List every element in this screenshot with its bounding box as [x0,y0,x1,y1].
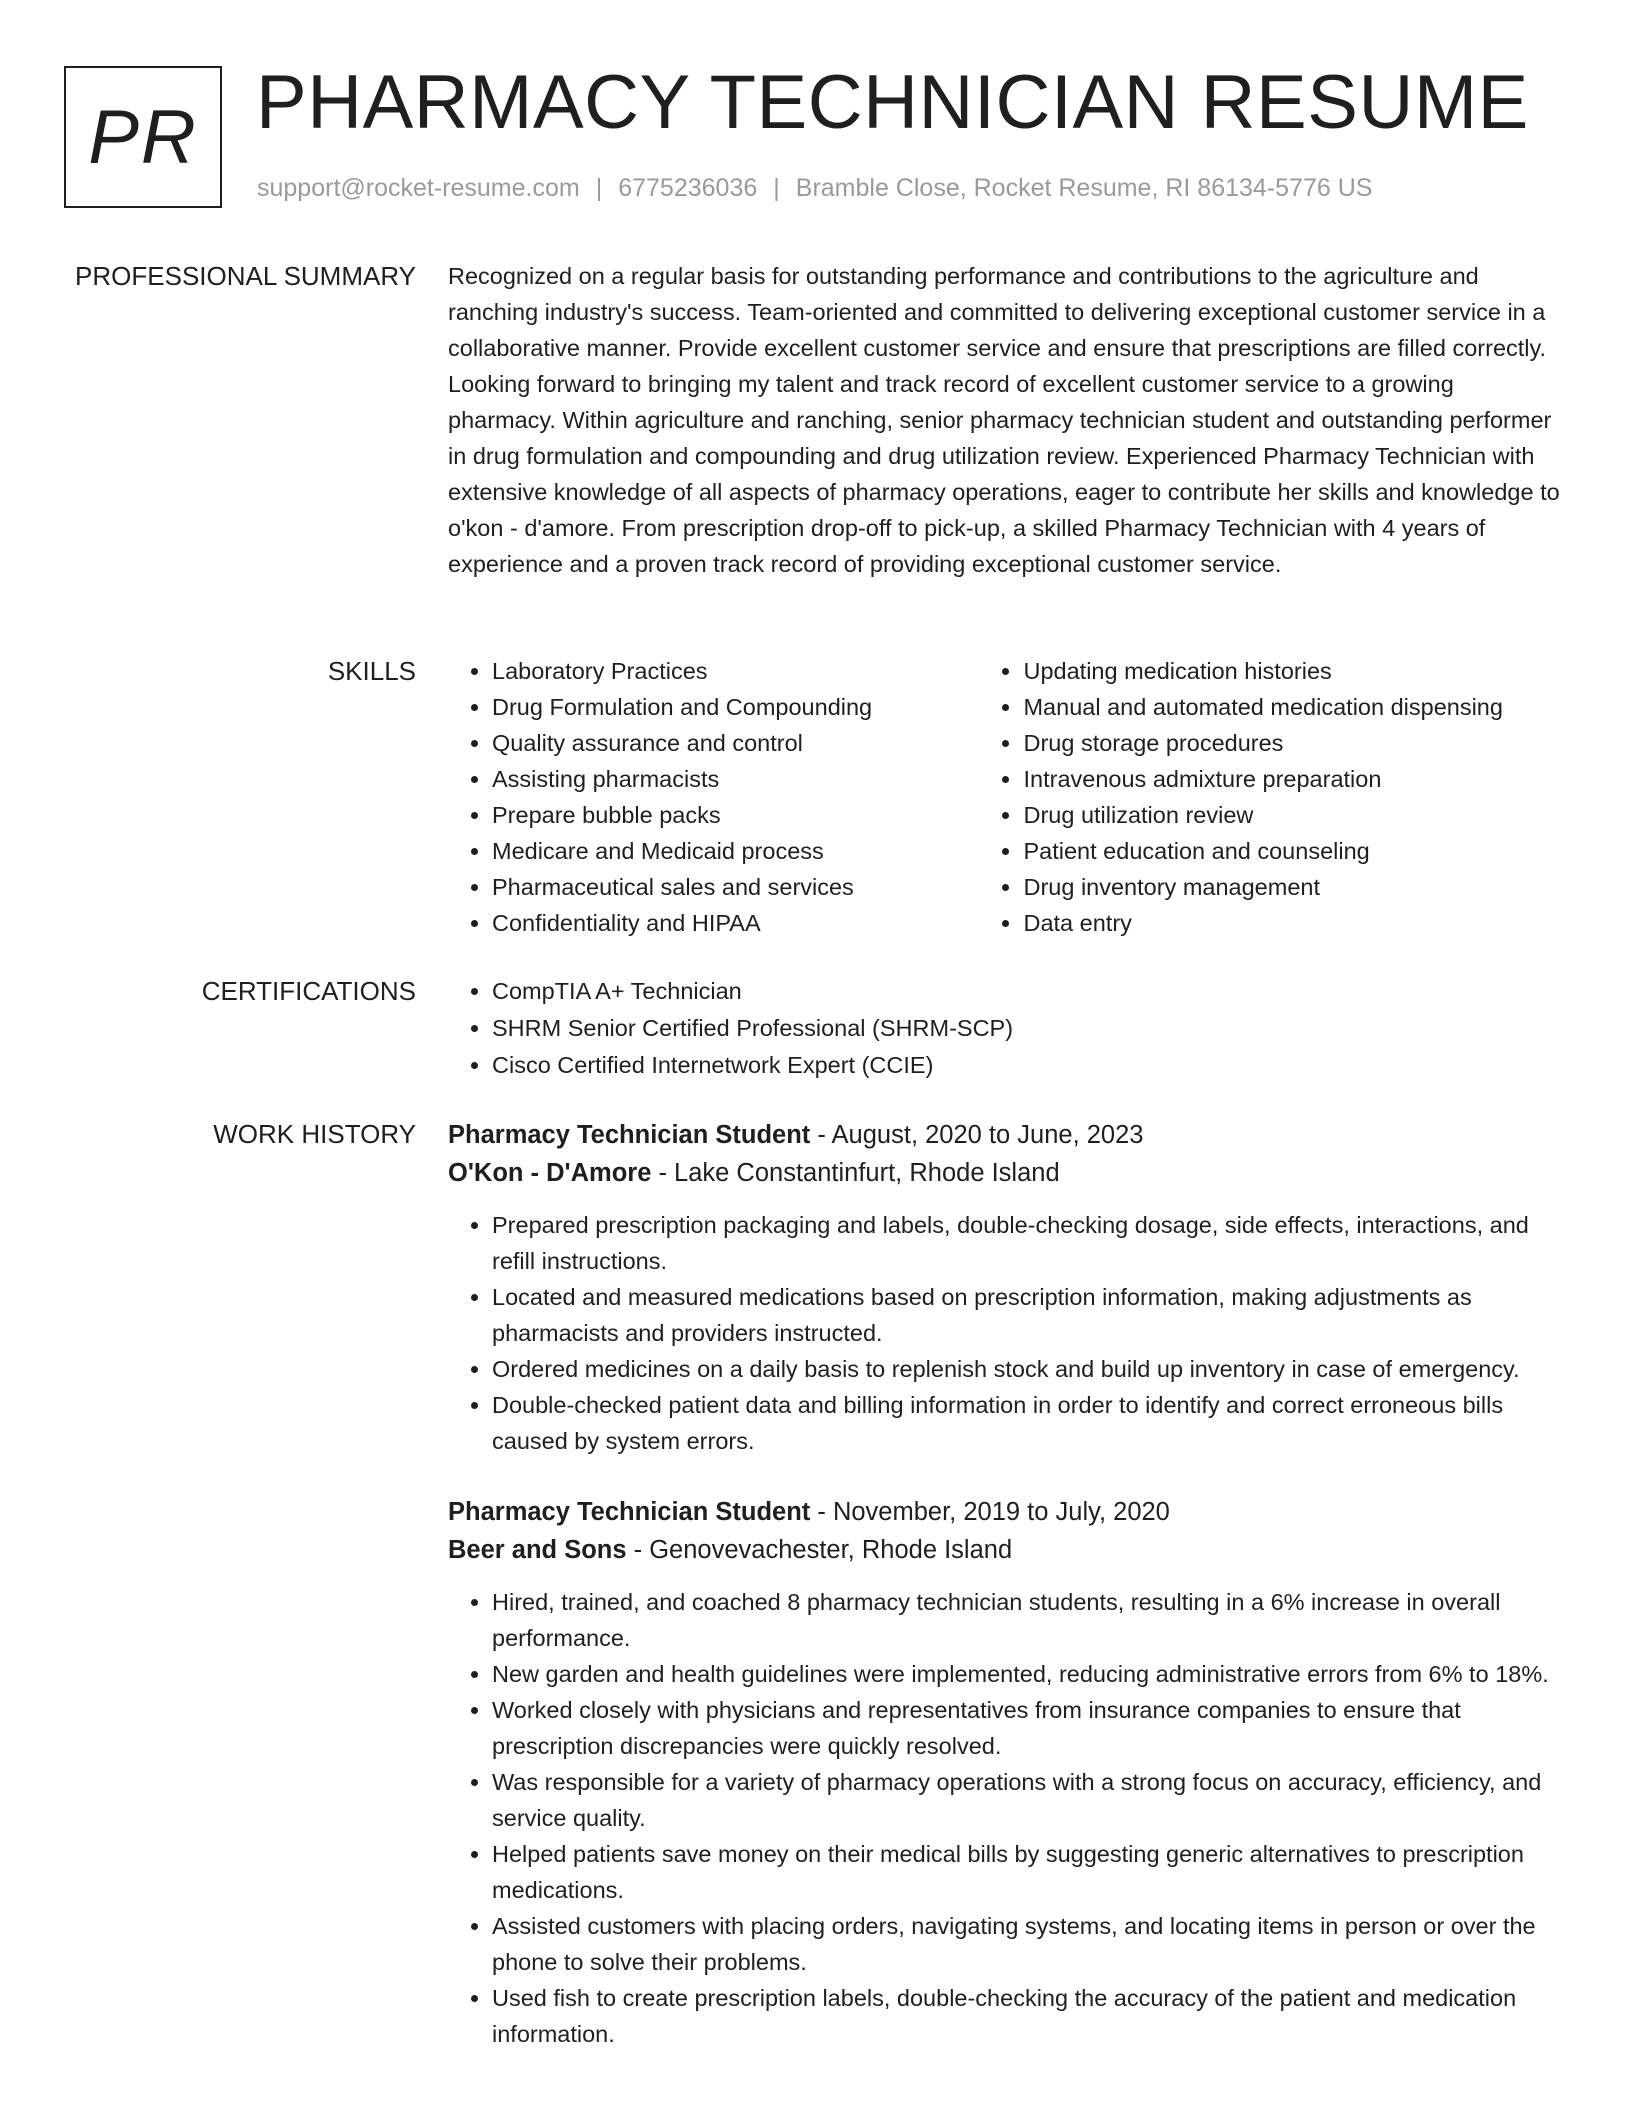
skill-item: • Data entry [1023,905,1563,941]
skill-item: • Manual and automated medication dispensing [1023,689,1563,725]
job-bullet: • Ordered medicines on a daily basis to replenish stock and build up inventory in case of emergency. [492,1351,1563,1387]
job-bullet: • Located and measured medications based on prescription information, making adjustments as pharmacists and providers instructed. [492,1279,1563,1351]
job-bullet: • Prepared prescription packaging and labels, double-checking dosage, side effects, interactions, and refill instructions. [492,1207,1563,1279]
job-bullet: • Helped patients save money on their medical bills by suggesting generic alternatives to prescription medications. [492,1836,1563,1908]
job-bullet: • Used fish to create prescription labels, double-checking the accuracy of the patient and medication information. [492,1980,1563,2052]
job-bullet: • Double-checked patient data and billing information in order to identify and correct erroneous bills caused by system errors. [492,1387,1563,1459]
skills-columns [448,653,1563,941]
job-bullets [448,1207,1563,1459]
job-bullet: • Worked closely with physicians and representatives from insurance companies to ensure that prescription discrepancies were quickly resolved. [492,1692,1563,1764]
skill-item: • Patient education and counseling [1023,833,1563,869]
certifications-list [448,973,1563,1084]
skill-item: • Drug storage procedures [1023,725,1563,761]
company-location: - Lake Constantinfurt, Rhode Island [651,1159,1060,1187]
skill-item: • Drug inventory management [1023,869,1563,905]
company-name: Beer and Sons [448,1536,627,1564]
job-bullet: • New garden and health guidelines were implemented, reducing administrative errors from 6% to 18%. [492,1656,1563,1692]
job-bullet: • Hired, trained, and coached 8 pharmacy technician students, resulting in a 6% increase in overall performance. [492,1584,1563,1656]
certification-item: • CompTIA A+ Technician [492,973,1563,1010]
section-label-skills: SKILLS [327,656,416,686]
resume-title: PHARMACY TECHNICIAN RESUME [256,60,1529,145]
job-title-line [448,1493,1563,1531]
skill-item: • Pharmaceutical sales and services [492,869,979,905]
skill-item: • Laboratory Practices [492,653,979,689]
company-name: O'Kon - D'Amore [448,1159,652,1187]
job-title: Pharmacy Technician Student [448,1498,811,1526]
certification-item: • Cisco Certified Internetwork Expert (CCIE) [492,1047,1563,1084]
email-text: support@rocket-resume.com [257,174,580,202]
company-location: - Genovevachester, Rhode Island [626,1536,1013,1564]
contact-separator: | [595,174,603,202]
contact-line [257,174,1372,203]
address-text: Bramble Close, Rocket Resume, RI 86134-5776 US [795,174,1373,202]
skill-item: • Medicare and Medicaid process [492,833,979,869]
job-bullet: • Was responsible for a variety of pharmacy operations with a strong focus on accuracy, efficiency, and service quality. [492,1764,1563,1836]
skills-list-left [448,653,979,941]
section-label-certifications: CERTIFICATIONS [201,976,416,1006]
section-label-summary: PROFESSIONAL SUMMARY [75,261,416,291]
contact-separator: | [773,174,780,202]
section-label-work-history: WORK HISTORY [213,1119,416,1149]
skills-list-right [979,653,1563,941]
summary-text: Recognized on a regular basis for outstanding performance and contributions to the agriculture and ranching industry's success. Team-oriented and committed to delivering exceptional customer service in a collaborative manner. Provide excellent customer service and ensure that prescriptions are filled correctly. Looking forward to bringing my talent and track record of excellent customer service to a growing pharmacy. Within agriculture and ranching, senior pharmacy technician student and outstanding performer in drug formulation and compounding and drug utilization review. Experienced Pharmacy Technician with extensive knowledge of all aspects of pharmacy operations, eager to contribute her skills and knowledge to o'kon - d'amore. From prescription drop-off to pick-up, a skilled Pharmacy Technician with 4 years of experience and a proven track record of providing exceptional customer service. [448,263,1560,577]
skill-item: • Drug utilization review [1023,797,1563,833]
skill-item: • Confidentiality and HIPAA [492,905,979,941]
job-company-line [448,1154,1563,1192]
certification-item: • SHRM Senior Certified Professional (SHRM-SCP) [492,1010,1563,1047]
job-dates: - August, 2020 to June, 2023 [810,1121,1144,1149]
job-bullets [448,1584,1563,2052]
job-entry [448,1493,1563,2052]
job-title-line [448,1116,1563,1154]
job-bullet: • Assisted customers with placing orders, navigating systems, and locating items in person or over the phone to solve their problems. [492,1908,1563,1980]
skill-item: • Intravenous admixture preparation [1023,761,1563,797]
job-title: Pharmacy Technician Student [448,1121,811,1149]
job-company-line [448,1531,1563,1569]
skill-item: • Updating medication histories [1023,653,1563,689]
job-entry [448,1116,1563,1459]
skill-item: • Drug Formulation and Compounding [492,689,979,725]
phone-text: 6775236036 [618,174,758,202]
job-dates: - November, 2019 to July, 2020 [810,1498,1170,1526]
skill-item: • Quality assurance and control [492,725,979,761]
skill-item: • Assisting pharmacists [492,761,979,797]
monogram-logo: PR [64,66,222,208]
skill-item: • Prepare bubble packs [492,797,979,833]
